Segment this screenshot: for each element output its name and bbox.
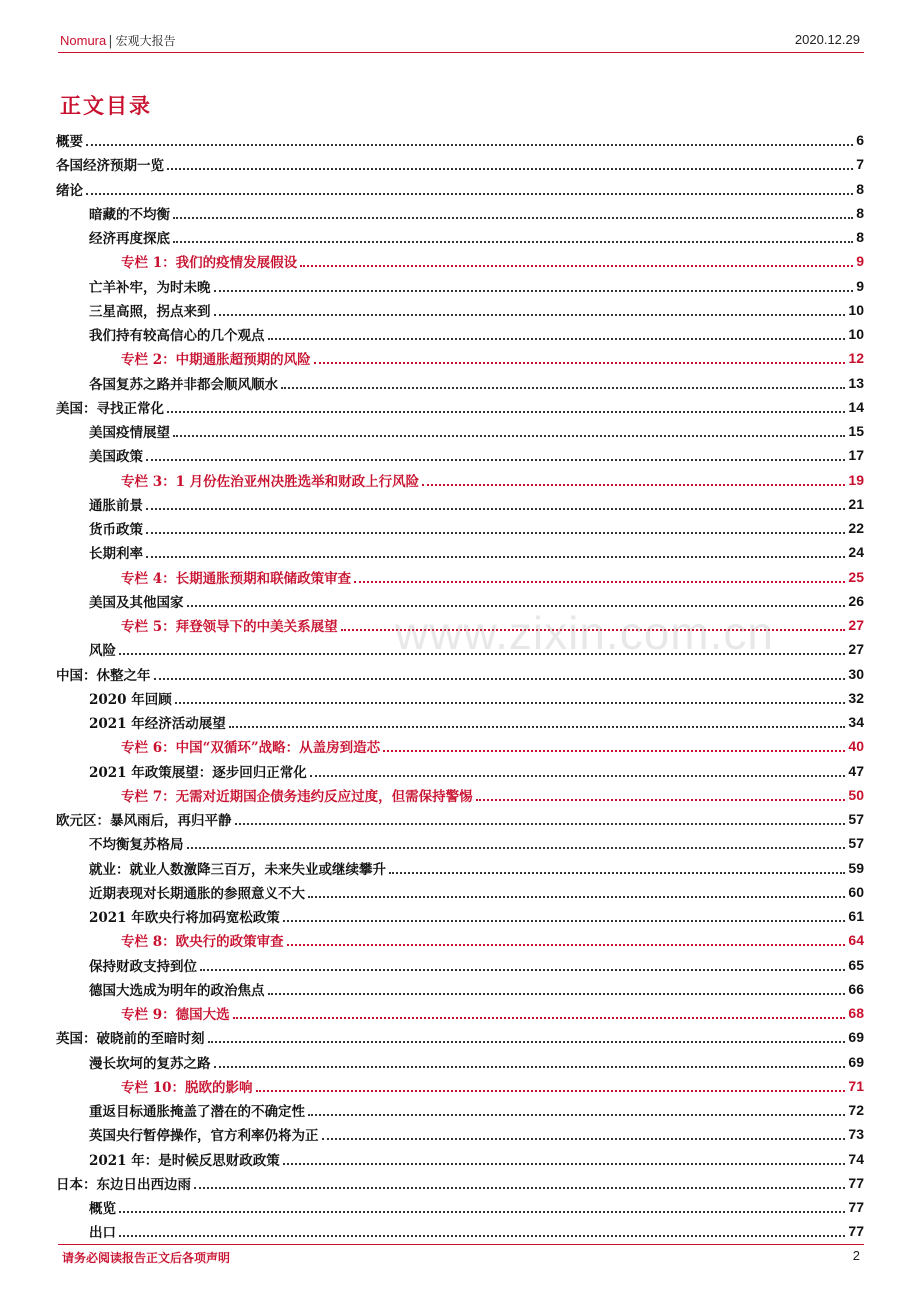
toc-entry-label: 出口 (89, 1225, 116, 1242)
toc-entry[interactable] (56, 807, 864, 831)
toc-entry[interactable] (56, 977, 864, 1001)
toc-entry-label: 货币政策 (89, 522, 143, 539)
dot-leader (308, 1114, 845, 1116)
toc-entry-label: 2021 年欧央行将加码宽松政策 (89, 910, 280, 927)
toc-entry-box[interactable] (56, 783, 864, 807)
toc-entry-label: 经济再度探底 (89, 231, 170, 248)
toc-entry[interactable] (56, 395, 864, 419)
toc-entry-page: 57 (848, 835, 864, 852)
toc-entry-label: 专栏 10：脱欧的影响 (121, 1079, 253, 1096)
toc-entry-label: 专栏 4：长期通胀预期和联储政策审查 (121, 570, 352, 587)
toc-entry[interactable] (56, 856, 864, 880)
toc-entry-label: 概要 (56, 134, 83, 151)
toc-entry-label: 2021 年政策展望：逐步回归正常化 (89, 764, 307, 781)
toc-entry-box[interactable] (56, 249, 864, 273)
toc-entry[interactable] (56, 1098, 864, 1122)
dot-leader (167, 411, 845, 413)
toc-entry[interactable] (56, 710, 864, 734)
toc-entry[interactable] (56, 516, 864, 540)
toc-entry-label: 三星高照，拐点来到 (89, 303, 211, 320)
dot-leader (354, 581, 845, 583)
dot-leader (146, 556, 845, 558)
dot-leader (322, 1138, 846, 1140)
toc-entry-page: 26 (848, 592, 864, 609)
toc-entry[interactable] (56, 201, 864, 225)
toc-entry[interactable] (56, 953, 864, 977)
toc-entry-page: 12 (848, 350, 864, 367)
toc-entry-label: 专栏 9：德国大选 (121, 1007, 230, 1024)
toc-entry-label: 专栏 6：中国“双循环”战略：从盖房到造芯 (121, 740, 381, 757)
toc-entry-page: 17 (848, 447, 864, 464)
dot-leader (300, 265, 853, 267)
dot-leader (422, 484, 845, 486)
toc-entry-page: 57 (848, 811, 864, 828)
toc-entry-page: 34 (848, 714, 864, 731)
dot-leader (214, 1066, 846, 1068)
toc-entry[interactable] (56, 1219, 864, 1243)
toc-entry[interactable] (56, 831, 864, 855)
dot-leader (287, 944, 846, 946)
dot-leader (208, 1041, 846, 1043)
dot-leader (175, 702, 846, 704)
toc-entry-box[interactable] (56, 1001, 864, 1025)
page-number: 2 (852, 1248, 860, 1263)
toc-entry-page: 8 (856, 204, 864, 221)
toc-entry-page: 9 (856, 253, 864, 270)
toc-entry-label: 美国疫情展望 (89, 425, 170, 442)
toc-entry-label: 各国复苏之路并非都会顺风顺水 (89, 376, 278, 393)
toc-entry-page: 21 (848, 495, 864, 512)
toc-entry[interactable] (56, 686, 864, 710)
toc-entry-page: 65 (848, 956, 864, 973)
dot-leader (268, 338, 846, 340)
toc-entry-label: 专栏 2：中期通胀超预期的风险 (121, 352, 311, 369)
dot-leader (154, 678, 846, 680)
toc-entry-page: 27 (848, 641, 864, 658)
toc-entry[interactable] (56, 1050, 864, 1074)
dot-leader (167, 168, 853, 170)
dot-leader (214, 314, 846, 316)
toc-entry-page: 60 (848, 883, 864, 900)
toc-entry-label: 中国：休整之年 (56, 667, 151, 684)
brand-separator: | (108, 34, 113, 49)
dot-leader (146, 508, 845, 510)
toc-entry[interactable] (56, 443, 864, 467)
toc-entry[interactable] (56, 759, 864, 783)
table-of-contents (56, 128, 864, 1244)
toc-entry-label: 我们持有较高信心的几个观点 (89, 328, 265, 345)
toc-entry-label: 漫长坎坷的复苏之路 (89, 1055, 211, 1072)
page-footer (58, 1244, 864, 1267)
toc-entry-page: 71 (848, 1077, 864, 1094)
brand (60, 32, 176, 49)
page-header (58, 30, 864, 53)
toc-entry-page: 74 (848, 1150, 864, 1167)
toc-entry-label: 专栏 5：拜登领导下的中美关系展望 (121, 619, 338, 636)
toc-entry-page: 13 (848, 374, 864, 391)
dot-leader (194, 1187, 845, 1189)
dot-leader (476, 799, 846, 801)
toc-entry[interactable] (56, 274, 864, 298)
toc-entry-page: 10 (848, 326, 864, 343)
toc-entry[interactable] (56, 1025, 864, 1049)
dot-leader (173, 435, 845, 437)
toc-entry-label: 专栏 3：1 月份佐治亚州决胜选举和财政上行风险 (121, 473, 420, 490)
toc-entry-page: 72 (848, 1102, 864, 1119)
toc-entry-page: 50 (848, 786, 864, 803)
toc-entry-label: 英国央行暂停操作，官方利率仍将为正 (89, 1128, 319, 1145)
dot-leader (268, 993, 846, 995)
report-date: 2020.12.29 (794, 32, 860, 47)
dot-leader (281, 387, 845, 389)
toc-entry-page: 73 (848, 1126, 864, 1143)
dot-leader (383, 750, 845, 752)
toc-entry-label: 绪论 (56, 182, 83, 199)
toc-entry-page: 59 (848, 859, 864, 876)
toc-entry-label: 概览 (89, 1201, 116, 1218)
dot-leader (235, 823, 846, 825)
toc-entry-page: 24 (848, 544, 864, 561)
toc-entry-page: 77 (848, 1199, 864, 1216)
toc-entry-box[interactable] (56, 1074, 864, 1098)
toc-entry-page: 14 (848, 398, 864, 415)
toc-entry-page: 77 (848, 1174, 864, 1191)
toc-entry-label: 2021 年：是时候反思财政政策 (89, 1152, 280, 1169)
toc-entry-label: 美国政策 (89, 449, 143, 466)
toc-entry-label: 长期利率 (89, 546, 143, 563)
toc-entry-label: 近期表现对长期通胀的参照意义不大 (89, 885, 305, 902)
toc-entry[interactable] (56, 371, 864, 395)
toc-entry-label: 专栏 7：无需对近期国企债务违约反应过度，但需保持警惕 (121, 788, 473, 805)
disclaimer: 请务必阅读报告正文后各项声明 (62, 1251, 231, 1265)
toc-entry-label: 专栏 8：欧央行的政策审查 (121, 934, 284, 951)
toc-entry[interactable] (56, 298, 864, 322)
toc-entry[interactable] (56, 904, 864, 928)
toc-entry[interactable] (56, 1171, 864, 1195)
toc-entry-box[interactable] (56, 346, 864, 370)
dot-leader (283, 920, 846, 922)
dot-leader (86, 193, 853, 195)
toc-entry-label: 保持财政支持到位 (89, 958, 197, 975)
toc-entry[interactable] (56, 177, 864, 201)
toc-entry[interactable] (56, 152, 864, 176)
toc-entry-label: 就业：就业人数激降三百万，未来失业或继续攀升 (89, 861, 386, 878)
toc-entry-page: 15 (848, 423, 864, 440)
brand-logo: Nomura (60, 33, 107, 48)
toc-entry-page: 66 (848, 980, 864, 997)
toc-entry-label: 2020 年回顾 (89, 691, 172, 708)
toc-entry-label: 德国大选成为明年的政治焦点 (89, 982, 265, 999)
toc-entry[interactable] (56, 225, 864, 249)
dot-leader (86, 144, 853, 146)
toc-entry-page: 47 (848, 762, 864, 779)
toc-entry[interactable] (56, 1147, 864, 1171)
toc-entry-box[interactable] (56, 928, 864, 952)
toc-entry-page: 25 (848, 568, 864, 585)
toc-entry-label: 日本：东边日出西边雨 (56, 1176, 191, 1193)
toc-entry-label: 美国及其他国家 (89, 594, 184, 611)
toc-entry-page: 19 (848, 471, 864, 488)
dot-leader (200, 969, 845, 971)
toc-entry-box[interactable] (56, 468, 864, 492)
toc-entry-page: 8 (856, 229, 864, 246)
toc-entry-page: 22 (848, 520, 864, 537)
watermark: www.zixin.com.cn (395, 607, 774, 659)
toc-entry-page: 68 (848, 1005, 864, 1022)
dot-leader (389, 872, 845, 874)
toc-entry-box[interactable] (56, 565, 864, 589)
page-title: 正文目录 (60, 93, 152, 118)
dot-leader (187, 847, 846, 849)
dot-leader (256, 1090, 846, 1092)
toc-entry-page: 8 (856, 180, 864, 197)
toc-entry-label: 美国：寻找正常化 (56, 400, 164, 417)
dot-leader (310, 775, 846, 777)
toc-entry-label: 不均衡复苏格局 (89, 837, 184, 854)
toc-entry[interactable] (56, 662, 864, 686)
toc-entry-label: 英国：破晓前的至暗时刻 (56, 1031, 205, 1048)
toc-entry-label: 专栏 1：我们的疫情发展假设 (121, 255, 298, 272)
toc-entry-label: 风险 (89, 643, 116, 660)
toc-entry-page: 30 (848, 665, 864, 682)
toc-entry[interactable] (56, 880, 864, 904)
toc-entry[interactable] (56, 128, 864, 152)
dot-leader (308, 896, 845, 898)
toc-entry-label: 重返目标通胀掩盖了潜在的不确定性 (89, 1104, 305, 1121)
toc-entry-page: 40 (848, 738, 864, 755)
toc-entry-label: 欧元区：暴风雨后，再归平静 (56, 813, 232, 830)
toc-entry-page: 69 (848, 1053, 864, 1070)
toc-entry[interactable] (56, 540, 864, 564)
toc-entry-page: 10 (848, 301, 864, 318)
dot-leader (146, 532, 845, 534)
dot-leader (146, 459, 845, 461)
dot-leader (173, 241, 853, 243)
dot-leader (173, 217, 853, 219)
dot-leader (283, 1163, 846, 1165)
report-type: 宏观大报告 (115, 34, 176, 48)
toc-entry[interactable] (56, 322, 864, 346)
dot-leader (119, 1211, 845, 1213)
toc-entry[interactable] (56, 419, 864, 443)
toc-entry-box[interactable] (56, 734, 864, 758)
toc-entry-page: 77 (848, 1223, 864, 1240)
toc-entry-label: 通胀前景 (89, 497, 143, 514)
dot-leader (119, 1235, 845, 1237)
toc-entry-page: 27 (848, 617, 864, 634)
toc-entry-page: 6 (856, 132, 864, 149)
dot-leader (314, 362, 846, 364)
toc-entry-page: 69 (848, 1029, 864, 1046)
toc-entry[interactable] (56, 1195, 864, 1219)
toc-entry-label: 暗藏的不均衡 (89, 206, 170, 223)
toc-entry[interactable] (56, 492, 864, 516)
toc-entry-page: 32 (848, 689, 864, 706)
toc-entry-label: 2021 年经济活动展望 (89, 716, 226, 733)
dot-leader (229, 726, 846, 728)
toc-entry[interactable] (56, 1122, 864, 1146)
dot-leader (233, 1017, 846, 1019)
toc-entry-label: 亡羊补牢，为时未晚 (89, 279, 211, 296)
toc-entry-page: 9 (856, 277, 864, 294)
toc-entry-page: 64 (848, 932, 864, 949)
toc-entry-label: 各国经济预期一览 (56, 158, 164, 175)
dot-leader (214, 290, 854, 292)
toc-entry-page: 61 (848, 908, 864, 925)
toc-entry-page: 7 (856, 156, 864, 173)
